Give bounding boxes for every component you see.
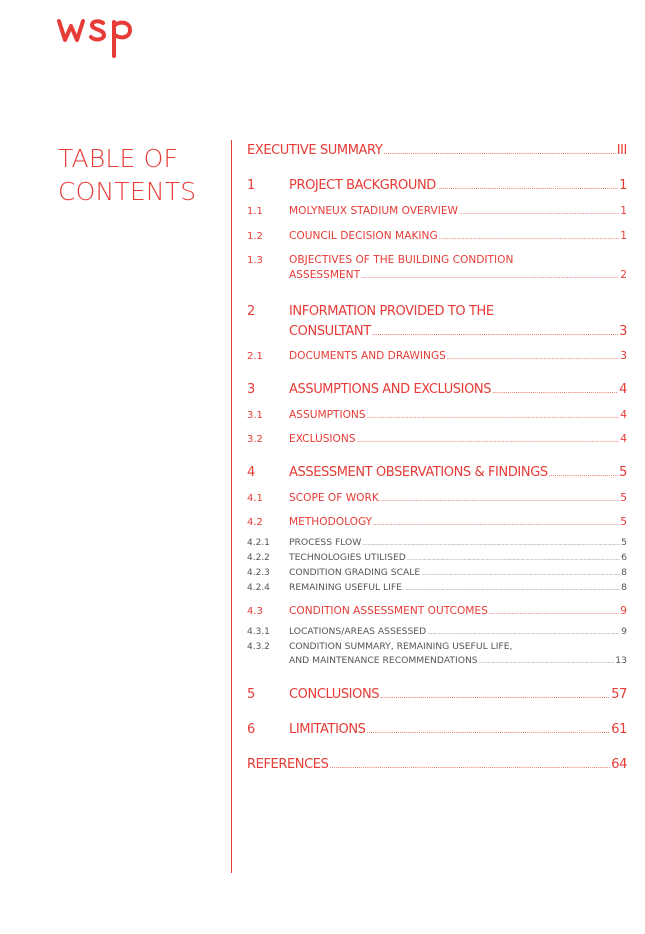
- toc-leader-dots: [373, 520, 619, 527]
- toc-entry-number: 4.2.2: [247, 553, 270, 563]
- toc-entry-page: 3: [620, 350, 627, 362]
- toc-entry-label-cont: AND MAINTENANCE RECOMMENDATIONS: [289, 655, 478, 666]
- toc-entry-section-4-3-1[interactable]: [247, 626, 627, 637]
- toc-leader-dots: [407, 556, 620, 562]
- toc-entry-number: 4.2.4: [247, 583, 270, 593]
- toc-entry-number: 4.1: [247, 493, 263, 504]
- toc-entry-section-4-2-3[interactable]: [247, 567, 627, 578]
- toc-entry-label: REMAINING USEFUL LIFE: [289, 582, 402, 593]
- toc-entry-label: SCOPE OF WORK: [289, 492, 379, 504]
- toc-entry-page: 61: [611, 722, 627, 737]
- toc-entry-label: METHODOLOGY: [289, 516, 373, 528]
- toc-entry-section-1-2[interactable]: [247, 230, 627, 242]
- toc-leader-dots: [357, 437, 620, 444]
- toc-entry-page: 4: [619, 382, 627, 397]
- toc-entry-number: 1.2: [247, 231, 263, 242]
- toc-leader-dots: [329, 762, 610, 770]
- toc-entry-number: 3: [247, 382, 255, 397]
- toc-entry-section-4-2-4[interactable]: [247, 582, 627, 593]
- toc-entry-section-6[interactable]: [247, 722, 627, 737]
- toc-entry-label-cont: ASSESSMENT: [289, 269, 361, 281]
- toc-entry-number: 4.2.3: [247, 568, 270, 578]
- toc-entry-number: 4.3.1: [247, 627, 270, 637]
- toc-entry-section-2[interactable]: [247, 302, 627, 343]
- toc-entry-label: CONDITION GRADING SCALE: [289, 567, 421, 578]
- toc-entry-page: 64: [611, 757, 627, 772]
- toc-entry-references[interactable]: [247, 757, 627, 772]
- toc-entry-label: CONCLUSIONS: [289, 687, 380, 702]
- toc-entry-number: 1.1: [247, 206, 263, 217]
- toc-entry-section-1-3[interactable]: [247, 254, 627, 281]
- toc-entry-section-4[interactable]: [247, 465, 627, 480]
- toc-entry-label: EXCLUSIONS: [289, 433, 356, 445]
- toc-entry-page: 1: [619, 178, 627, 193]
- toc-entry-label: ASSUMPTIONS AND EXCLUSIONS: [289, 382, 492, 397]
- toc-entry-number: 3.1: [247, 410, 263, 421]
- toc-leader-dots: [489, 609, 619, 616]
- toc-entry-number: 2.1: [247, 351, 263, 362]
- toc-entry-page: 5: [619, 465, 627, 480]
- toc-entry-page: 4: [620, 409, 627, 421]
- wsp-logo: [56, 16, 148, 60]
- toc-entry-page: 8: [621, 567, 627, 578]
- toc-leader-dots: [439, 234, 620, 241]
- toc-entry-label: INFORMATION PROVIDED TO THE: [289, 304, 494, 319]
- toc-heading-line1: TABLE OF: [58, 144, 179, 173]
- toc-entry-page: 9: [621, 626, 627, 637]
- toc-entry-label: PROJECT BACKGROUND: [289, 178, 436, 193]
- toc-entry-number: 1.3: [247, 255, 263, 266]
- toc-entry-section-3-1[interactable]: [247, 409, 627, 421]
- toc-entry-section-1-1[interactable]: [247, 205, 627, 217]
- toc-entry-page: 13: [615, 655, 627, 666]
- toc-entry-section-3-2[interactable]: [247, 433, 627, 445]
- toc-entry-section-5[interactable]: [247, 687, 627, 702]
- toc-entry-page: 4: [620, 433, 627, 445]
- toc-entry-page: III: [616, 143, 627, 158]
- toc-leader-dots: [437, 183, 618, 191]
- toc-entry-label: TECHNOLOGIES UTILISED: [289, 552, 406, 563]
- toc-entry-label: CONDITION SUMMARY, REMAINING USEFUL LIFE,: [289, 641, 513, 652]
- toc-entry-page: 9: [620, 605, 627, 617]
- toc-entry-number: 4.2: [247, 517, 263, 528]
- toc-heading: [58, 142, 196, 208]
- toc-heading-line2: CONTENTS: [58, 177, 197, 206]
- toc-entry-number: 4: [247, 465, 255, 480]
- toc-entry-number: 6: [247, 722, 255, 737]
- toc-entry-page: 5: [621, 537, 627, 548]
- toc-entry-label: LIMITATIONS: [289, 722, 366, 737]
- toc-entry-label: CONDITION ASSESSMENT OUTCOMES: [289, 605, 488, 617]
- toc-entry-section-4-3[interactable]: [247, 605, 627, 617]
- toc-leader-dots: [367, 727, 611, 735]
- toc-entry-number: 3.2: [247, 434, 263, 445]
- toc-entry-number: 5: [247, 687, 255, 702]
- toc-entry-number: 4.3: [247, 606, 263, 617]
- toc-entry-number: 4.3.2: [247, 642, 270, 652]
- toc-entry-section-4-2-1[interactable]: [247, 537, 627, 548]
- toc-entry-label: COUNCIL DECISION MAKING: [289, 230, 438, 242]
- toc-leader-dots: [380, 496, 619, 503]
- toc-entry-page: 5: [620, 492, 627, 504]
- toc-entry-page: 2: [620, 269, 627, 281]
- toc-entry-number: 1: [247, 178, 255, 193]
- toc-entry-page: 1: [620, 230, 627, 242]
- toc-leader-dots: [380, 692, 610, 700]
- toc-entry-page: 5: [620, 516, 627, 528]
- toc-entry-page: 3: [619, 324, 627, 339]
- toc-entry-label: EXECUTIVE SUMMARY: [247, 143, 383, 158]
- toc-entry-label-cont: CONSULTANT: [289, 324, 371, 339]
- toc-list: [247, 0, 627, 934]
- toc-leader-dots: [421, 571, 620, 577]
- toc-entry-label: LOCATIONS/AREAS ASSESSED: [289, 626, 427, 637]
- toc-leader-dots: [361, 273, 619, 280]
- toc-entry-section-3[interactable]: [247, 382, 627, 397]
- toc-leader-dots: [492, 387, 618, 395]
- toc-entry-label: ASSESSMENT OBSERVATIONS & FINDINGS: [289, 465, 548, 480]
- toc-leader-dots: [372, 323, 618, 343]
- toc-leader-dots: [447, 354, 619, 361]
- toc-entry-page: 1: [620, 205, 627, 217]
- toc-leader-dots: [479, 659, 615, 665]
- toc-entry-label: REFERENCES: [247, 757, 329, 772]
- toc-entry-page: 8: [621, 582, 627, 593]
- toc-entry-label: OBJECTIVES OF THE BUILDING CONDITION: [289, 254, 514, 266]
- toc-leader-dots: [362, 541, 620, 547]
- vertical-divider: [231, 140, 232, 873]
- toc-entry-number: 4.2.1: [247, 538, 270, 548]
- toc-entry-label: ASSUMPTIONS: [289, 409, 366, 421]
- toc-leader-dots: [459, 209, 619, 216]
- toc-leader-dots: [383, 148, 615, 156]
- toc-entry-number: 2: [247, 304, 255, 319]
- toc-entry-section-4-1[interactable]: [247, 492, 627, 504]
- toc-leader-dots: [403, 586, 620, 592]
- toc-entry-label: PROCESS FLOW: [289, 537, 362, 548]
- toc-leader-dots: [427, 630, 620, 636]
- toc-entry-page: 57: [611, 687, 627, 702]
- toc-leader-dots: [549, 470, 618, 478]
- toc-entry-label: MOLYNEUX STADIUM OVERVIEW: [289, 205, 459, 217]
- toc-entry-section-4-2[interactable]: [247, 516, 627, 528]
- toc-entry-page: 6: [621, 552, 627, 563]
- toc-entry-section-1[interactable]: [247, 178, 627, 193]
- toc-entry-section-4-2-2[interactable]: [247, 552, 627, 563]
- toc-entry-label: DOCUMENTS AND DRAWINGS: [289, 350, 446, 362]
- toc-entry-executive-summary[interactable]: [247, 143, 627, 158]
- toc-entry-section-2-1[interactable]: [247, 350, 627, 362]
- toc-leader-dots: [367, 413, 620, 420]
- toc-entry-section-4-3-2[interactable]: [247, 641, 627, 666]
